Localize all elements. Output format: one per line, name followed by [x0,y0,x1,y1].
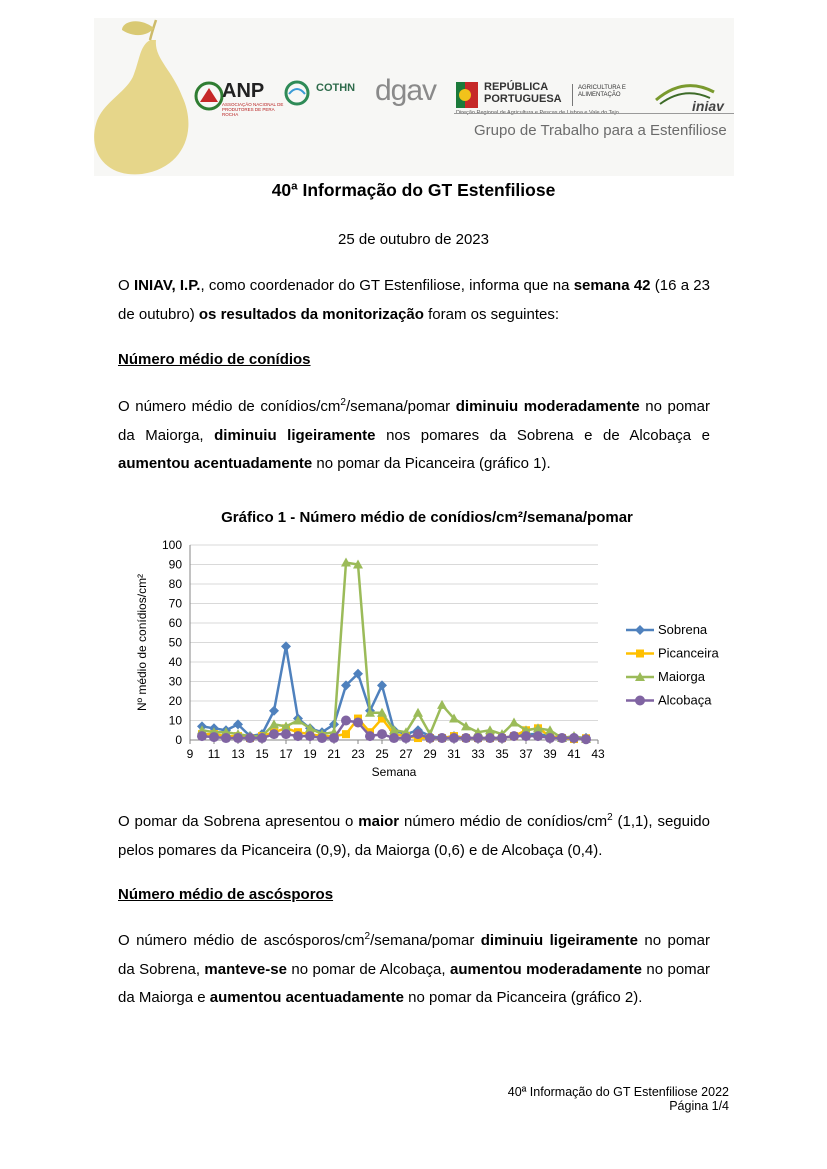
x-tick-label: 41 [567,747,581,761]
conidios-ranking-paragraph: O pomar da Sobrena apresentou o maior número médio de conídios/$cm^2$ (1,1), seguido pelos pomares da Picanceira (0,9), da Maiorga (0,6) e de Alcobaça (0,4). [118,812,710,859]
cothn-logo-icon [284,80,310,106]
data-point-alcobaca [437,733,447,743]
legend-label-picanceira: Picanceira [658,645,719,661]
x-tick-label: 9 [186,747,194,761]
data-point-alcobaca [269,729,279,739]
y-tick-label: 30 [168,674,182,689]
data-point-alcobaca [509,731,519,741]
data-point-alcobaca [197,731,207,741]
header-banner [94,18,734,176]
anp-logo-sub: ASSOCIAÇÃO NACIONAL DE PRODUTORES DE PERA ROCHA [222,102,284,117]
y-tick-label: 70 [168,596,182,611]
x-axis-label: Semana [371,765,417,779]
chart-title: Gráfico 1 - Número médio de conídios/cm²/semana/pomar [221,509,633,526]
republica-emblem-icon [456,80,480,110]
data-point-alcobaca [533,731,543,741]
data-point-maiorga [413,708,423,717]
legend-label-sobrena: Sobrena [658,622,708,637]
data-point-alcobaca [317,733,327,743]
x-tick-label: 33 [471,747,485,761]
data-point-alcobaca [353,717,363,727]
x-tick-label: 23 [351,747,365,761]
banner-subtitle: Grupo de Trabalho para a Estenfiliose [474,122,727,139]
data-point-alcobaca [473,733,483,743]
data-point-picanceira [342,730,350,738]
page-footer [508,1085,729,1113]
x-tick-label: 13 [231,747,245,761]
footer-page-number: Página 1/4 [669,1099,729,1113]
data-point-alcobaca [377,729,387,739]
data-point-alcobaca [485,733,495,743]
conidios-paragraph: O número médio de conídios/$cm^2/semana$/pomar diminuiu moderadamente no pomar da Maiorga, diminuiu ligeiramente nos pomares da Sobrena e de Alcobaça e aumentou acentuadamente no pomar da Picanceira (gráfico 1). [118,397,711,472]
legend-marker-sobrena [635,625,645,635]
document-date: 25 de outubro de 2023 [338,231,489,248]
x-tick-label: 43 [591,747,605,761]
y-tick-label: 100 [161,538,182,552]
data-point-alcobaca [233,733,243,743]
x-tick-label: 11 [207,747,221,761]
data-point-maiorga [509,717,519,726]
data-point-alcobaca [257,733,267,743]
chart-conidios [118,530,738,788]
series-line-maiorga [202,563,586,739]
section-heading-ascosporos: Número médio de ascósporos [118,886,334,903]
iniav-logo-text: iniav [692,98,724,114]
data-point-alcobaca [365,731,375,741]
data-point-alcobaca [449,733,459,743]
data-point-alcobaca [329,733,339,743]
y-tick-label: 20 [168,694,182,708]
x-tick-label: 21 [327,747,341,761]
x-tick-label: 31 [447,747,461,761]
direcao-regional-text: Direção Regional de Agricultura e Pescas de Lisboa e Vale do Tejo [456,110,619,116]
series-line-sobrena [202,646,586,738]
data-point-alcobaca [281,729,291,739]
intro-paragraph: O INIAV, I.P., como coordenador do GT Estenfiliose, informa que na semana 42 (16 a 23 de outubro) os resultados da monitorização foram os seguintes: [118,277,710,323]
data-point-alcobaca [341,716,351,726]
data-point-alcobaca [497,733,507,743]
data-point-alcobaca [461,733,471,743]
cothn-logo-text: COTHN [316,82,356,94]
data-point-alcobaca [245,733,255,743]
anp-logo-text: ANP [222,80,265,102]
legend-marker-picanceira [636,650,644,658]
y-tick-label: 0 [175,733,182,747]
data-point-alcobaca [569,733,579,743]
data-point-alcobaca [389,733,399,743]
legend-label-maiorga: Maiorga [658,669,705,684]
banner-divider [454,113,734,114]
logo-divider [572,84,573,106]
x-tick-label: 39 [543,747,557,761]
x-tick-label: 35 [495,747,509,761]
y-tick-label: 50 [168,635,182,650]
data-point-alcobaca [521,731,531,741]
x-tick-label: 17 [279,747,293,761]
data-point-alcobaca [305,731,315,741]
data-point-alcobaca [293,731,303,741]
x-tick-label: 15 [255,747,269,761]
document-title: 40ª Informação do GT Estenfiliose [271,180,556,200]
x-tick-label: 27 [399,747,413,761]
y-tick-label: 10 [168,713,182,728]
data-point-alcobaca [413,729,423,739]
anp-logo-icon [194,78,224,114]
data-point-alcobaca [545,733,555,743]
dgav-logo-text: dgav [375,74,437,107]
data-point-alcobaca [581,734,591,744]
agricultura-logo-text: AGRICULTURA E ALIMENTAÇÃO [578,85,626,98]
y-tick-label: 60 [168,616,182,630]
x-tick-label: 25 [375,747,389,761]
data-point-alcobaca [209,732,219,742]
y-tick-label: 90 [168,557,182,572]
legend-marker-alcobaca [635,696,645,706]
y-tick-label: 80 [168,577,182,591]
data-point-alcobaca [557,733,567,743]
y-axis-label: Nº médio de conídios/cm² [135,573,149,712]
republica-logo-text: REPÚBLICA PORTUGUESA [484,81,562,105]
data-point-sobrena [269,706,279,716]
ascosporos-paragraph: O número médio de ascósporos/$cm^2/semana$/pomar diminuiu ligeiramente no pomar da Sobrena, manteve-se no pomar de Alcobaça, aumentou moderadamente no pomar da Maiorga e aumentou acentuadamente no pomar da Picanceira (gráfico 2). [118,931,711,1006]
x-tick-label: 29 [423,747,437,761]
x-tick-label: 37 [519,747,533,761]
x-tick-label: 19 [303,747,317,761]
legend-label-alcobaca: Alcobaça [658,692,712,708]
section-heading-conidios: Número médio de conídios [118,351,311,368]
data-point-alcobaca [425,733,435,743]
footer-document-name: 40ª Informação do GT Estenfiliose 2022 [507,1085,729,1099]
data-point-alcobaca [221,733,231,743]
y-tick-label: 40 [168,655,182,669]
data-point-alcobaca [401,733,411,743]
